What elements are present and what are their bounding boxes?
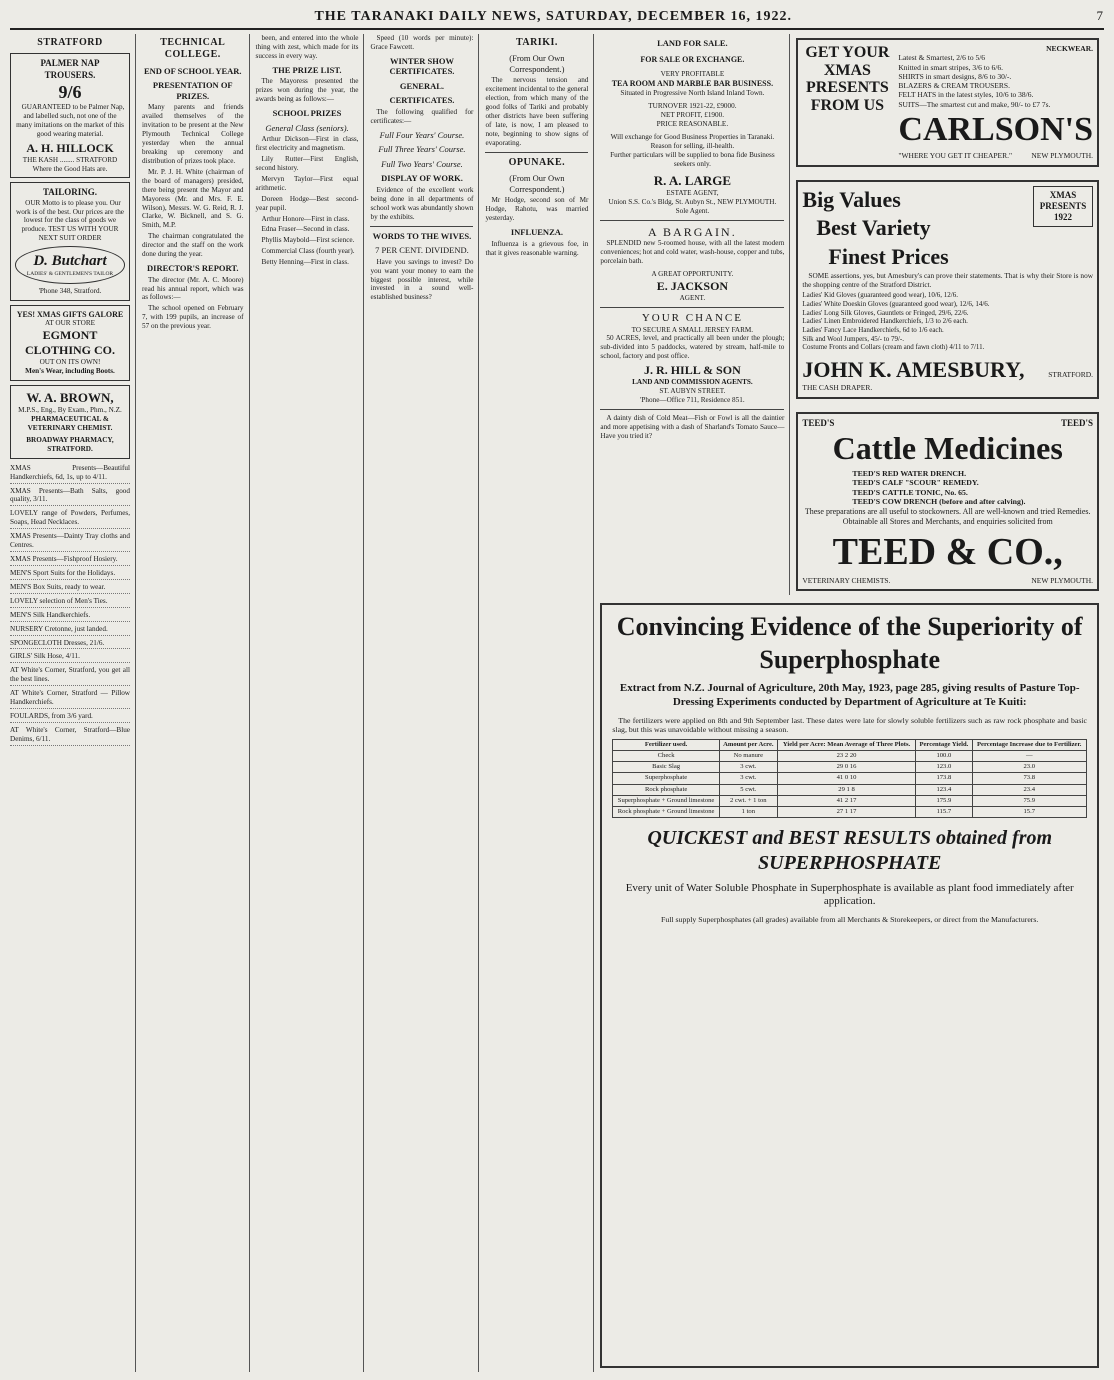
table-cell: 41 2 17 [777, 795, 915, 806]
egmont-ad [10, 305, 130, 381]
masthead-title: THE TARANAKI DAILY NEWS, SATURDAY, DECEMBER 16, 1922. [314, 9, 793, 24]
table-cell: Basic Slag [613, 762, 719, 773]
palmer-ad [10, 53, 130, 178]
palmer-price: 9/6 [58, 81, 82, 102]
article-subheading-2: PRESENTATION OF PRIZES. [152, 80, 233, 101]
table-cell: 2 cwt. + 1 ton [719, 795, 777, 806]
article-paragraph: Mr. P. J. H. White (chairman of the board of managers) presided, there being present the Mayor and Mayoress (Mr. and Mrs. F. E. Wilson), Messrs. W. G. Reid, R. J. Clarke, W. Bicknell, and S. G. Smith, M.P. [142, 167, 244, 230]
tariki-sub: (From Our Own Correspondent.) [509, 53, 565, 74]
table-cell: Superphosphate + Ground limestone [613, 795, 719, 806]
prize-list-heading: THE PRIZE LIST. [272, 64, 342, 75]
teed-town: NEW PLYMOUTH. [1031, 576, 1093, 586]
tariki-heading: TARIKI. [515, 37, 558, 48]
amesbury-ad [796, 180, 1099, 399]
table-header: Amount per Acre. [719, 739, 777, 750]
carlson-neckwear: NECKWEAR. [1046, 44, 1093, 53]
chance-heading: YOUR CHANCE [641, 311, 743, 324]
article-subheading: END OF SCHOOL YEAR. [143, 65, 242, 76]
further: Further particulars will be supplied to bona fide Business seekers only. [610, 150, 775, 168]
winter-show-heading: WINTER SHOW CERTIFICATES. [389, 55, 455, 77]
table-row [613, 795, 1087, 806]
teed-right: TEED'S [1060, 417, 1093, 428]
column-technical-college [142, 34, 250, 1372]
teed-item: TEED'S CALF "SCOUR" REMEDY. [852, 478, 979, 488]
butchart-logo-text: D. Butchart [33, 253, 107, 270]
prize-entry: Arthur Honore—First in class. [261, 214, 350, 223]
article-paragraph: Have you savings to invest? Do you want your money to earn the biggest possible interest, while invested in a sound well-established business? [370, 257, 474, 302]
amesbury-item: Silk and Wool Jumpers, 45/- to 79/-. [802, 334, 904, 343]
table-header: Percentage Increase due to Fertilizer. [972, 739, 1087, 750]
amesbury-item: Ladies' White Doeskin Gloves (guaranteed good wear), 12/6, 14/6. [802, 300, 990, 309]
opunake-sub: (From Our Own Correspondent.) [509, 173, 565, 194]
carlson-get: GET YOUR XMAS PRESENTS FROM US [805, 44, 890, 114]
table-cell: 115.7 [916, 806, 972, 817]
small-ad: AT White's Corner, Stratford — Pillow Handkerchiefs. [10, 688, 130, 709]
article-paragraph: The Mayoress presented the prizes won during the year, the awards being as follows:— [255, 77, 359, 104]
small-ad: XMAS Presents—Beautiful Handkerchiefs, 6d, 1s, up to 4/11. [10, 463, 130, 484]
column-ads-right [600, 34, 1104, 1372]
masthead [10, 8, 1104, 30]
hillock-name: A. H. HILLOCK [26, 140, 114, 155]
hill-name: J. R. HILL & SON [644, 363, 741, 378]
carlson-item: FELT HATS in the latest styles, 10/6 to 38/6. [898, 90, 1034, 100]
amesbury-headline [802, 186, 948, 272]
influenza-heading: INFLUENZA. [510, 227, 563, 238]
price: PRICE REASONABLE. [656, 120, 729, 129]
amesbury-text: SOME assertions, yes, but Amesbury's can prove their statements. That is why their Store is now the shopping centre of the Stratford District. [802, 271, 1093, 290]
large-name: R. A. LARGE [653, 172, 732, 188]
prize-entry: Edna Fraser—Second in class. [261, 225, 350, 234]
table-row [613, 773, 1087, 784]
net-profit: NET PROFIT, £1900. [660, 111, 724, 120]
teed-footer [802, 576, 1093, 585]
table-row [613, 806, 1087, 817]
amesbury-role: THE CASH DRAPER. [802, 383, 873, 393]
prize-entry: Mervyn Taylor—First equal arithmetic. [255, 174, 359, 192]
article-paragraph: The director (Mr. A. C. Moore) read his annual report, which was as follows:— [142, 275, 244, 302]
words-heading: WORDS TO THE WIVES. [372, 230, 472, 241]
small-ad: MEN'S Sport Suits for the Holidays. [10, 568, 130, 580]
prize-entry: Betty Henning—First in class. [261, 258, 349, 267]
table-cell: 100.0 [916, 751, 972, 762]
table-cell: 23.0 [972, 762, 1087, 773]
small-ad: LOVELY selection of Men's Ties. [10, 596, 130, 608]
table-cell: 15.7 [972, 806, 1087, 817]
best-variety: Best Variety [816, 215, 931, 241]
teed-co: TEED & CO., [832, 530, 1063, 573]
large-addr: Union S.S. Co.'s Bldg, St. Aubyn St., NEW PLYMOUTH. [608, 197, 777, 206]
results-table [612, 739, 1087, 818]
full-four-heading: Full Four Years' Course. [379, 129, 465, 140]
chance-sub: TO SECURE A SMALL JERSEY FARM. [631, 325, 754, 334]
xmas-gifts-heading: YES! XMAS GIFTS GALORE [16, 309, 124, 319]
table-cell: 173.8 [916, 773, 972, 784]
butchart-ad [10, 182, 130, 300]
stratford-heading: STRATFORD [37, 37, 103, 48]
article-paragraph: been, and entered into the whole thing with zest, which made for its success in every way. [255, 34, 359, 60]
small-ad: SPONGECLOTH Dresses, 21/6. [10, 638, 130, 650]
small-ad: MEN'S Silk Handkerchiefs. [10, 610, 130, 622]
table-cell: 1 ton [719, 806, 777, 817]
for-sale-heading: FOR SALE OR EXCHANGE. [640, 54, 745, 64]
brown-ad [10, 385, 130, 459]
turnover: TURNOVER 1921-22, £9000. [648, 102, 737, 111]
general-heading: GENERAL. [399, 80, 445, 91]
divider [600, 307, 784, 308]
jackson-role: AGENT. [679, 293, 706, 302]
brown-sub: M.P.S., Eng., By Exam., Phm., N.Z. [18, 406, 122, 415]
xmas-presents-badge: XMAS PRESENTS 1922 [1033, 186, 1093, 227]
jackson-name: E. JACKSON [656, 279, 729, 294]
teed-list [802, 469, 1093, 508]
chance-text: 50 ACRES, level, and practically all been under the plough; sub-divided into 5 paddocks, watered by stream, half-mile to school, factory and post office. [600, 334, 785, 361]
finest-prices: Finest Prices [828, 243, 949, 269]
every-unit: Every unit of Water Soluble Phosphate in Superphosphate is available as plant food immediately after application. [625, 881, 1074, 908]
table-cell: Rock phosphate [613, 784, 719, 795]
amesbury-item: Costume Fronts and Collars (cream and fawn cloth) 4/11 to 7/11. [802, 343, 985, 352]
table-cell: — [972, 751, 1087, 762]
amesbury-list [802, 291, 1093, 352]
table-body [613, 751, 1087, 818]
dainty-text: A dainty dish of Cold Meat—Fish or Fowl is all the daintier and more appetising with a dash of Sharland's Tomato Sauce—Have you tried it? [600, 413, 785, 440]
table-cell: 175.9 [916, 795, 972, 806]
teed-top [802, 418, 1093, 429]
small-ad: XMAS Presents—Dainty Tray cloths and Centres. [10, 531, 130, 552]
table-row [613, 762, 1087, 773]
bargain-heading: A BARGAIN. [648, 224, 737, 239]
page-number: 7 [1096, 8, 1104, 23]
table-cell: 123.0 [916, 762, 972, 773]
table-header: Percentage Yield. [916, 739, 972, 750]
superphosphate-ad [600, 603, 1099, 1368]
butchart-phone: 'Phone 348, Stratford. [38, 286, 102, 295]
carlson-item: BLAZERS & CREAM TROUSERS. [898, 81, 1010, 91]
carlson-item: Knitted in smart stripes, 3/6 to 6/6. [898, 62, 1003, 72]
prize-entry: Phyllis Maybold—First science. [261, 236, 355, 245]
teed-text: These preparations are all useful to stockowners. All are well-known and tried Remedies. Obtainable all Stores and Merchants, and enquiries solicited from [804, 507, 1091, 527]
full-supply: Full supply Superphosphates (all grades) available from all Merchants & Storekeepers, or direct from the Manufacturers. [661, 914, 1039, 924]
carlson-footer [898, 151, 1093, 160]
amesbury-footer [802, 356, 1093, 383]
table-cell: 3 cwt. [719, 773, 777, 784]
article-paragraph: The school opened on February 7, with 199 pupils, an increase of 57 on the previous year. [142, 304, 244, 331]
carlson-item: SHIRTS in smart designs, 8/6 to 30/-. [898, 71, 1012, 81]
brown-name: W. A. BROWN, [26, 389, 114, 405]
table-cell: No manure [719, 751, 777, 762]
land-sale-ad [600, 34, 790, 595]
table-cell: 123.4 [916, 784, 972, 795]
small-ads-list [10, 463, 130, 746]
amesbury-item: Ladies' Long Silk Gloves, Gauntlets or Fringed, 29/6, 22/6. [802, 308, 969, 317]
extract-text: Extract from N.Z. Journal of Agriculture, 20th May, 1923, page 285, giving results of Pasture Top-Dressing Experiments conducted by Department of Agriculture at Te Kuiti: [619, 682, 1080, 708]
brown-chemist: PHARMACEUTICAL & VETERINARY CHEMIST. [27, 414, 113, 432]
table-header-row [613, 739, 1087, 750]
hillock-tagline: Where the Good Hats are. [32, 164, 108, 173]
small-ad: NURSERY Cretonne, just landed. [10, 624, 130, 636]
table-header: Yield per Acre: Mean Average of Three Plots. [777, 739, 915, 750]
general-class-heading: General Class (seniors). [265, 122, 349, 133]
cattle-medicines: Cattle Medicines [832, 429, 1063, 466]
divider [485, 152, 588, 153]
situated: Situated in Progressive North Island Inland Town. [620, 89, 765, 98]
column-prize-list [256, 34, 365, 1372]
hill-addr: ST. AUBYN STREET. [659, 386, 726, 395]
fert-text: The fertilizers were applied on 8th and 9th September last. These dates were late for slowly soluble fertilizers such as raw rock phosphate and basic slag, but this was unavoidable without missing a season. [612, 715, 1087, 735]
at-our-store: AT OUR STORE [44, 319, 96, 328]
egmont-name: EGMONT CLOTHING CO. [24, 328, 115, 358]
column-tariki [485, 34, 594, 1372]
small-ad: XMAS Presents—Bath Salts, good quality, 3/11. [10, 486, 130, 507]
table-cell: 23 2 20 [777, 751, 915, 762]
amesbury-item: Ladies' Linen Embroidered Handkerchiefs, 1/3 to 2/6 each. [802, 317, 968, 326]
table-header: Fertilizer used. [613, 739, 719, 750]
land-sale-heading: LAND FOR SALE. [657, 38, 728, 48]
article-paragraph: The chairman congratulated the director and the staff on the work done during the year. [142, 232, 244, 259]
article-paragraph: Evidence of the excellent work being done in all departments of school work was abundantly shown by the exhibits. [370, 185, 474, 221]
small-ad: LOVELY range of Powders, Perfumes, Soaps, Head Necklaces. [10, 508, 130, 529]
teed-item: TEED'S COW DRENCH (before and after calving). [852, 497, 1026, 507]
table-cell: 73.8 [972, 773, 1087, 784]
opunake-heading: OPUNAKE. [508, 156, 566, 168]
hill-phone: 'Phone—Office 711, Residence 851. [640, 395, 745, 404]
article-paragraph: Mr Hodge, second son of Mr Hodge, Rahotu, was married yesterday. [485, 196, 589, 223]
table-cell: 75.9 [972, 795, 1087, 806]
sole-agent: Sole Agent. [675, 206, 710, 215]
table-cell: Superphosphate [613, 773, 719, 784]
article-paragraph: The nervous tension and excitement incidental to the general election, from which many of the good folks of Tariki and probably other districts have been suffering of late, is now, I am pleased to note, beginning to show signs of evaporating. [485, 76, 589, 147]
big-values: Big Values [802, 186, 901, 212]
broadway-pharmacy: BROADWAY PHARMACY, STRATFORD. [26, 435, 114, 453]
quickest-heading: QUICKEST and BEST RESULTS obtained from SUPERPHOSPHATE [647, 827, 1053, 874]
tearoom: TEA ROOM AND MARBLE BAR BUSINESS. [611, 79, 774, 89]
opportunity: A GREAT OPPORTUNITY. [651, 270, 734, 279]
school-prizes-heading: SCHOOL PRIZES [272, 108, 342, 119]
teed-item: TEED'S CATTLE TONIC, No. 65. [852, 487, 968, 497]
tailoring-text: OUR Motto is to please you. Our work is of the best. Our prices are the lowest for the class of goods we produce. TEST US WITH YOUR NEXT SUIT ORDER [16, 198, 124, 243]
article-paragraph: Influenza is a grievous foe, in that it gives reasonable warning. [485, 239, 589, 257]
bargain-text: SPLENDID new 5-roomed house, with all the latest modern conveniences; hot and cold water, wash-house, copper and tubs, porcelain bath. [600, 239, 785, 266]
directors-report-heading: DIRECTOR'S REPORT. [147, 263, 239, 274]
small-ad: AT White's Corner, Stratford—Blue Denims, 6/11. [10, 725, 130, 746]
small-ad: MEN'S Box Suits, ready to wear. [10, 582, 130, 594]
prize-entry: Doreen Hodge—Best second-year pupil. [255, 194, 359, 212]
prize-entry: Lily Rutter—First English, second history. [255, 154, 359, 172]
reason: Reason for selling, ill-health. [650, 141, 735, 150]
amesbury-item: Ladies' Kid Gloves (guaranteed good wear), 10/6, 12/6. [802, 291, 958, 300]
egmont-sub: OUT ON ITS OWN! [39, 358, 101, 367]
carlson-item: Latest & Smartest, 2/6 to 5/6 [898, 53, 986, 63]
table-cell: 5 cwt. [719, 784, 777, 795]
divider [600, 220, 784, 221]
prize-entry: Arthur Dickson—First in class, first electricity and magnetism. [255, 135, 359, 153]
convincing-heading: Convincing Evidence of the Superiority of Superphosphate [616, 612, 1083, 674]
large-role: ESTATE AGENT, [666, 188, 719, 197]
table-cell: 27 1 17 [777, 806, 915, 817]
article-heading: TECHNICAL COLLEGE. [160, 37, 226, 61]
table-row [613, 784, 1087, 795]
amesbury-item: Ladies' Fancy Lace Handkerchiefs, 6d to 1/6 each. [802, 326, 944, 335]
table-row [613, 751, 1087, 762]
teed-item: TEED'S RED WATER DRENCH. [852, 468, 967, 478]
small-ad: AT White's Corner, Stratford, you get all the best lines. [10, 665, 130, 686]
display-heading: DISPLAY OF WORK. [381, 173, 463, 184]
article-paragraph: The following qualified for certificates:— [370, 107, 474, 125]
table-cell: 23.4 [972, 784, 1087, 795]
palmer-text: GUARANTEED to be Palmer Nap, and labelled such, not one of the many imitations on the market of this good wearing material. [16, 103, 125, 138]
amesbury-top [802, 186, 1093, 272]
carlson-ad [796, 38, 1099, 167]
table-cell: 29 0 16 [777, 762, 915, 773]
hillock-address: THE KASH ........ STRATFORD [22, 155, 118, 164]
article-paragraph: Speed (10 words per minute): Grace Fawcett. [370, 34, 474, 51]
butchart-logo [15, 246, 125, 283]
butchart-sub: LADIES' & GENTLEMEN'S TAILOR [26, 270, 114, 277]
table-cell: Rock phosphate + Ground limestone [613, 806, 719, 817]
table-cell: 3 cwt. [719, 762, 777, 773]
hill-role: LAND AND COMMISSION AGENTS. [632, 378, 753, 387]
table-cell: Check [613, 751, 719, 762]
divider [600, 409, 784, 410]
palmer-title: PALMER NAP TROUSERS. [40, 58, 100, 80]
carlson-town: NEW PLYMOUTH. [1031, 151, 1093, 161]
dividend-heading: 7 PER CENT. DIVIDEND. [375, 245, 469, 256]
prize-entry: Commercial Class (fourth year). [261, 247, 355, 256]
carlson-slogan: "WHERE YOU GET IT CHEAPER." [898, 151, 1013, 161]
carlson-name: CARLSON'S [898, 111, 1093, 149]
small-ad: XMAS Presents—Fishproof Hosiery. [10, 554, 130, 566]
teed-ad [796, 412, 1099, 592]
right-ads-stack [796, 34, 1099, 595]
exchange: Will exchange for Good Business Properties in Taranaki. [610, 132, 775, 141]
egmont-tagline: Men's Wear, including Boots. [25, 367, 115, 376]
carlson-item: SUITS—The smartest cut and make, 90/- to £7 7s. [898, 99, 1051, 109]
small-ad: GIRLS' Silk Hose, 4/11. [10, 651, 130, 663]
full-three-heading: Full Three Years' Course. [378, 144, 466, 155]
column-certificates [370, 34, 479, 1372]
amesbury-town: STRATFORD. [1048, 370, 1093, 380]
small-ad: FOULARDS, from 3/6 yard. [10, 711, 130, 723]
certificates-heading: CERTIFICATES. [389, 95, 455, 106]
article-paragraph: Many parents and friends availed themselves of the invitation to be present at the New Plymouth Technical College yesterday when the annual breaking up ceremony and distribution of prizes took place. [142, 103, 244, 165]
column-stratford-ads [10, 34, 136, 1372]
table-cell: 29 1 8 [777, 784, 915, 795]
carlson-details [898, 44, 1093, 161]
tailoring-heading: TAILORING. [42, 187, 98, 198]
table-cell: 41 0 10 [777, 773, 915, 784]
teed-left: TEED'S [802, 417, 835, 428]
divider [370, 226, 473, 227]
profitable: VERY PROFITABLE [660, 70, 725, 79]
amesbury-name: JOHN K. AMESBURY, [802, 357, 1025, 383]
teed-chem: VETERINARY CHEMISTS. [802, 576, 891, 586]
full-two-heading: Full Two Years' Course. [381, 158, 463, 169]
